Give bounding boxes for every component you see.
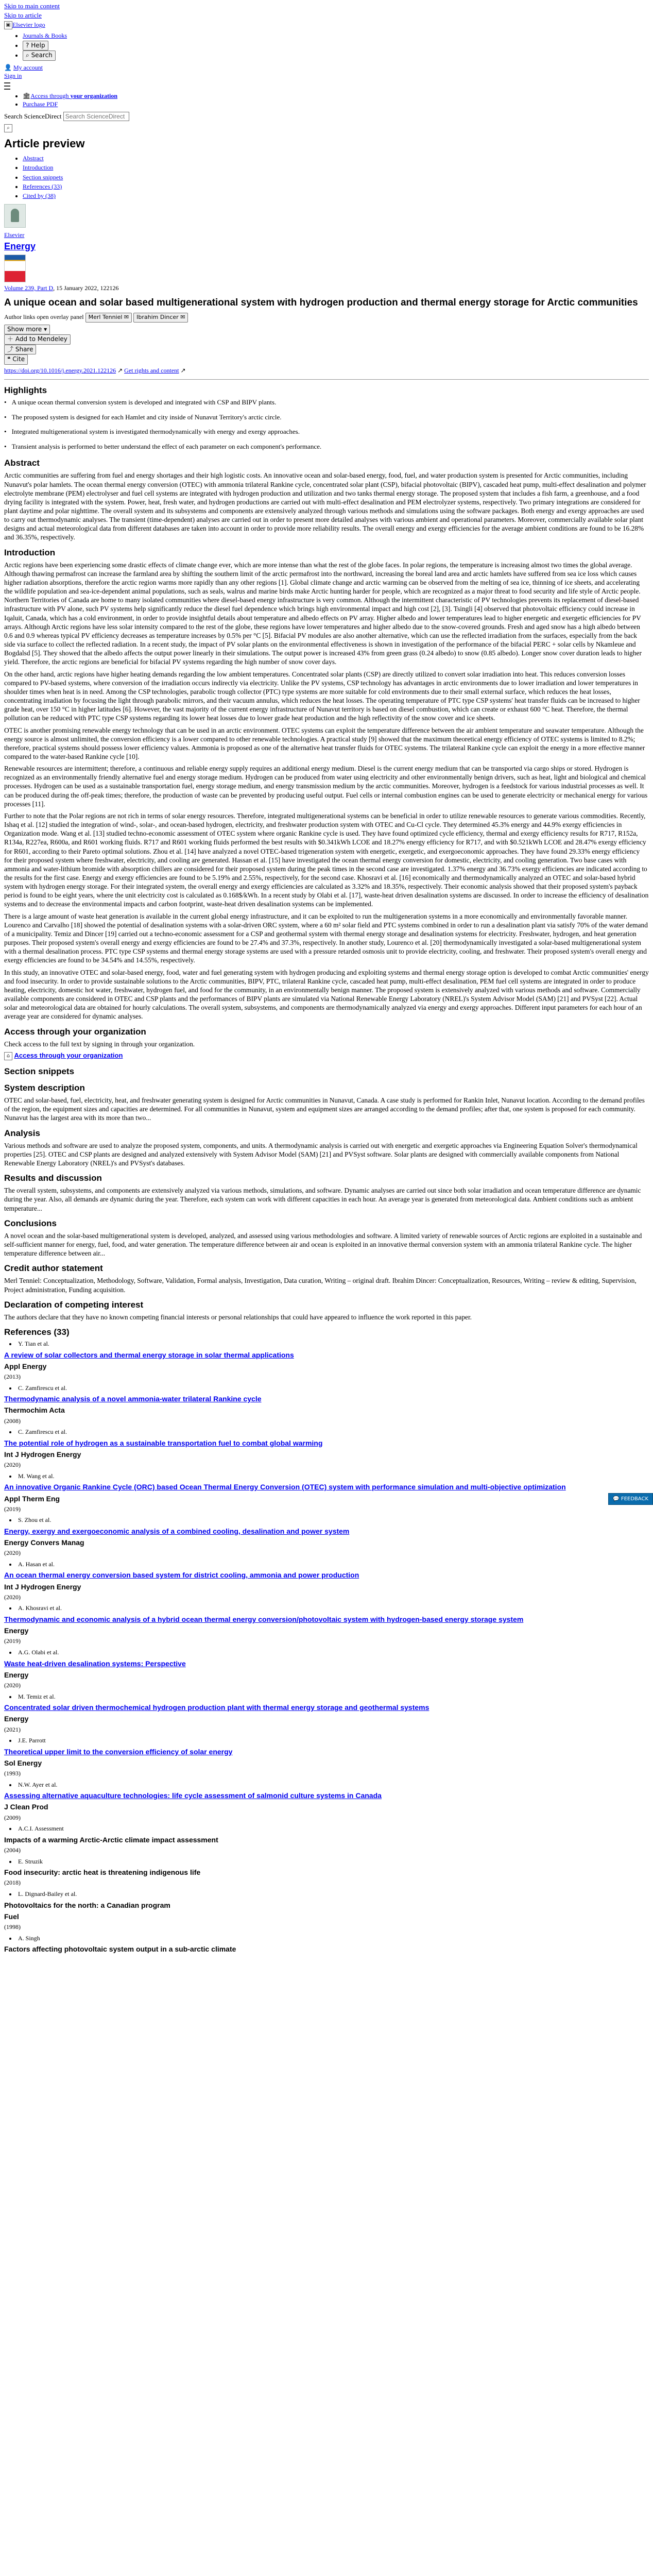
journal-title-link[interactable]: Energy (4, 241, 36, 251)
search-label: Search (31, 52, 53, 59)
feedback-button[interactable] (608, 1493, 653, 1505)
reference-journal: Int J Hydrogen Energy (4, 1450, 81, 1459)
authors-prefix: Author links open overlay panel (4, 313, 84, 321)
show-more-row (4, 325, 649, 335)
access-heading: Access through your organization (4, 1026, 146, 1037)
reference-item (4, 1693, 649, 1734)
reference-item (4, 1516, 649, 1557)
reference-item (4, 1737, 649, 1778)
reference-item (4, 1935, 649, 1954)
intro-paragraph: Arctic regions have been experiencing some drastic effects of climate change ever, which are more intense than what the rest of the globe faces. In polar regions, the temperature is increasing almost two times the global average. Although thawing permafrost can increase the farmland area by shifting the southern limit of the arctic permafrost into the northward, increasing the boreal land area and arctic hamlets have suffered from sea ice loss which causes higher radiation absorptions, therefore the arctic region warms more rapidly than any other regions [1]. Global climate change and arctic warming can be observed from the melting of sea ice, thinning of ice sheets, and accelerating the wildlife population and sea-ice-dependent animal populations, such as seals, walrus and marine birds make Arctic hunting harder for people, which are recognized as a major threat to food security and life style of Arctic people. Northern Territories of Canada are home to many isolated communities where diesel-based energy infrastructure is very common. Although the intermittent characteristic of PV technologies prevents its replacement of diesel-based infrastructure with PV alone, such PV systems help significantly reduce the diesel fuel dependence which brings high environmental impact and high cost [2], [3]. Tsingli [4] observed that photovoltaic efficiency could increase in Iqaluit, Canada, which has a cold environment, in order to provide insightful details about temperature and albedo effects on PV array. Higher albedo and lower temperatures lead to higher energetic and exergetic efficiencies for PV arrays. Although Arctic regions have less solar intensity compared to the rest of the globe, these regions have lower temperatures and higher albedo due to the snow-covered grounds. Fresh and aged snow has a high albedo between 0.6 and 0.9 whereas typical PV efficiency decreases as temperature increases by 0.5% per °C [5]. Bifacial PV modules are also another alternative, which can use the reflected irradiation from the surfaces, especially from the back side via surface to collect the reflected radiation. In a recent study, the impact of PV solar plants on the environmental effectiveness is shown in investigation of the performance of the bifacial PERC + solar cells by Nkamleue and Bogdalsd [5]. They showed that the albedo affects the output power linearly in their simulations. The output power is increased 43% from green grass (0.24 albedo) to snow (0.85 albedo). Longer snow cover duration leads to higher yield. Therefore, the arctic regions are beneficial for bifacial PV systems regarding the high number of snow cover days. (4, 561, 642, 666)
reference-title: Food insecurity: arctic heat is threatening indigenous life (4, 1868, 201, 1877)
cite-label: Cite (12, 355, 25, 363)
snippet-heading: Results and discussion (4, 1173, 102, 1183)
reference-authors: N.W. Ayer et al. (18, 1781, 58, 1788)
author-name-2: Ibrahim Dincer (136, 314, 179, 321)
reference-journal: Energy Convers Manag (4, 1538, 84, 1547)
reference-year: (2019) (4, 1505, 21, 1513)
reference-authors: M. Wang et al. (18, 1472, 55, 1480)
snippet-text: The authors declare that they have no known competing financial interests or personal relationships that could have appeared to influence the work reported in this paper. (4, 1313, 472, 1321)
search-label-text: Search ScienceDirect (4, 112, 62, 120)
external-link-icon: ↗ (180, 367, 186, 374)
publisher-link[interactable] (4, 204, 649, 240)
reference-year: (1998) (4, 1923, 21, 1930)
search-input[interactable] (63, 112, 129, 121)
reference-item (4, 1428, 649, 1469)
highlight-item: • A unique ocean thermal conversion system is developed and integrated with CSP and BIPV plants. (4, 398, 649, 407)
journals-books-link[interactable]: Journals & Books (23, 31, 67, 39)
reference-title[interactable]: The potential role of hydrogen as a sustainable transportation fuel to combat global warming (4, 1438, 323, 1447)
reference-journal: Int J Hydrogen Energy (4, 1582, 81, 1591)
institution-icon: 🏛 (23, 92, 31, 100)
account-area (4, 64, 649, 80)
reference-year: (2018) (4, 1879, 21, 1887)
reference-year: (2021) (4, 1725, 21, 1733)
feedback-label: FEEDBACK (621, 1496, 648, 1502)
highlights-heading: Highlights (4, 385, 47, 395)
journal-cover-image[interactable] (4, 255, 26, 282)
reference-title[interactable]: Thermodynamic analysis of a novel ammonia-water trilateral Rankine cycle (4, 1395, 262, 1403)
reference-year: (2013) (4, 1373, 21, 1380)
highlight-item: • The proposed system is designed for each Hamlet and city inside of Nunavut Territory's arctic circle. (4, 413, 649, 422)
reference-journal: Thermochim Acta (4, 1406, 65, 1415)
elsevier-tree-icon (4, 204, 26, 228)
outline-snippets[interactable]: Section snippets (23, 173, 63, 181)
reference-title[interactable]: Thermodynamic and economic analysis of a hybrid ocean thermal energy conversion/photovoltaic system with hydrogen-based energy storage system (4, 1615, 524, 1623)
reference-item (4, 1472, 649, 1514)
skip-main-link[interactable]: Skip to main content (4, 2, 60, 10)
add-mendeley-label: Add to Mendeley (15, 335, 67, 343)
reference-title[interactable]: Energy, exergy and exergoeconomic analysis of a combined cooling, desalination and power system (4, 1527, 350, 1535)
highlights-list (4, 398, 649, 452)
reference-authors: A. Hasan et al. (18, 1560, 55, 1568)
reference-authors: L. Dignard-Bailey et al. (18, 1890, 77, 1897)
institution-icon: ⌂ (4, 1052, 12, 1060)
reference-year: (2008) (4, 1417, 21, 1425)
reference-year: (2009) (4, 1814, 21, 1821)
reference-journal: Appl Therm Eng (4, 1494, 60, 1503)
access-list (4, 92, 649, 108)
access-org-button-label: Access through your organization (14, 1051, 123, 1059)
reference-item (4, 1858, 649, 1887)
snippets-heading: Section snippets (4, 1066, 75, 1076)
highlight-item: • Integrated multigenerational system is investigated thermodynamically with energy and exergy approaches. (4, 428, 649, 436)
reference-title: Photovoltaics for the north: a Canadian program (4, 1901, 170, 1909)
share-label: Share (15, 345, 33, 353)
reference-authors: C. Zamfirescu et al. (18, 1428, 67, 1436)
snippet-heading: Conclusions (4, 1218, 57, 1228)
reference-authors: A.C.I. Assessment (18, 1825, 64, 1833)
reference-year: (2019) (4, 1637, 21, 1645)
reference-title: Impacts of a warming Arctic-Arctic climate impact assessment (4, 1835, 218, 1844)
search-row (4, 112, 649, 121)
reference-item (4, 1384, 649, 1426)
reference-journal: Appl Energy (4, 1362, 47, 1370)
search-button[interactable] (23, 50, 56, 61)
reference-title[interactable]: A review of solar collectors and thermal energy storage in solar thermal applications (4, 1350, 294, 1359)
reference-journal: Energy (4, 1670, 29, 1679)
access-org-link[interactable] (30, 92, 117, 99)
share-icon: ⤴ (7, 345, 14, 353)
plus-icon: ＋ (7, 335, 14, 343)
search-submit-button[interactable] (4, 124, 649, 133)
reference-authors: M. Temiz et al. (18, 1692, 56, 1700)
reference-authors: A. Khosravi et al. (18, 1604, 62, 1612)
doi-row (4, 367, 649, 375)
intro-paragraph: There is a large amount of waste heat generation is available in the current global energy infrastructure, and it can be exploited to run the multigeneration systems in a more economically and environmentally favorable manner. Lourenco and Carvalho [18] showed the potential of desalination systems with a solar-driven ORC system, where a 60 m² solar field and PTC systems combined in order to run a desalination plant via satisfy 70% of the water demand of a municipality. Temiz and Dincer [19] carried out a techno-economic assessment for a CSP and geothermal system with thermal energy storage and desalination systems for electricity. Freshwater, hydrogen, and heat generation purposes. Their proposed system's overall energy and exergy efficiencies are found to be 27.4% and 37.3%, respectively. In another study, Lourenco et al. [20] thermodynamically investigated a solar-based multigenerational system with a thermal desalination process. PTC type CSP systems and thermal energy storage systems are used with a pressure retarded osmosis unit to provide electricity, cooling, and freshwater. Their proposed system's overall energy and exergy efficiencies are found to be 34.54% and 14.55%, respectively. (4, 912, 648, 964)
reference-title[interactable]: Waste heat-driven desalination systems: Perspective (4, 1659, 186, 1668)
cite-button[interactable] (4, 354, 28, 365)
doi-link[interactable]: https://doi.org/10.1016/j.energy.2021.122126 (4, 367, 116, 374)
snippet-heading: Declaration of competing interest (4, 1299, 144, 1310)
sign-in-link[interactable]: Sign in (4, 72, 22, 79)
author-icon: ✉ (180, 314, 185, 321)
references-list (4, 1340, 649, 1954)
share-button[interactable] (4, 345, 36, 355)
journal-issue (4, 284, 649, 293)
my-account-link[interactable]: My account (13, 63, 43, 71)
reference-authors: A. Singh (18, 1934, 40, 1942)
outline-introduction[interactable]: Introduction (23, 164, 54, 172)
access-text: Check access to the full text by signing in through your organization. (4, 1040, 195, 1048)
author-button-1[interactable] (85, 313, 132, 322)
snippet-heading: Analysis (4, 1128, 40, 1138)
intro-paragraph: On the other hand, arctic regions have higher heating demands regarding the low ambient temperatures. Concentrated solar plants (CSP) are directly utilized to convert solar irradiation into heat. This reduces conversion losses compared to PV-based systems, where conversion of the irradiation occurs indirectly via electricity. Unlike the PV systems, CSP technology has advantages in arctic environments due to lower irradiation and lower temperatures in shoulder times when heat is in need. Among the CSP technologies, parabolic trough collector (PTC) type systems are more suitable for cold environments due to their small external surface, which reduces the heat losses, concentrating irradiation by focusing the light through parabolic mirrors, and their vacuum annulus, which reduces the heat losses. The operating temperature of PTC type CSP systems' heat transfer fluids can be increased to higher grade heat, over 150 °C in higher latitudes [6]. However, the vast majority of the current energy infrastructure of Nunavut territory is based on diesel combustion, which can create or exhaust 600 °C heat. Therefore, the thermal pollution can be reduced with PTC type CSP systems regarding its lower heat losses due to lower grade heat production and the high reflectivity of the snow cover and ice sheets. (4, 670, 640, 722)
share-row (4, 345, 649, 355)
author-name-1: Merl Tenniel (88, 314, 123, 321)
author-icon: ✉ (124, 314, 129, 321)
reference-item (4, 1561, 649, 1602)
intro-paragraph: In this study, an innovative OTEC and solar-based energy, food, water and fuel generating system with hydrogen producing and exploiting systems and thermal energy storage option is developed to combat Arctic communities' energy and food insecurity. In order to provide sustainable solutions to the Arctic communities, BIPV, PTC, trilateral Rankine cycle, cascaded heat pump, multi-effect desalination, PEM fuel cell systems are integrated in order to produce heating, electricity, domestic hot water, freshwater, hydrogen fuel, and food for the community, in an environmentally benign manner. The proposed system is extensively analyzed with various methods and software. Commercially available components are considered in OTEC and CSP plants and the performances of BIPV plants are simulated via National Renewable Energy Laboratory (NREL)'s System Advisor Model (SAM) [21] and PVSyst [22]. Actual solar and meteorological data are obtained for hourly calculations. The overall system, subsystems, and components are thermodynamically analyzed via energy and exergy approaches. Different input parameters for each hour of an average year are considered for dynamic analyses. (4, 968, 649, 1021)
reference-authors: J.E. Parrott (18, 1737, 46, 1744)
snippet-heading: Credit author statement (4, 1263, 103, 1274)
menu-button[interactable] (4, 81, 649, 91)
reference-authors: C. Zamfirescu et al. (18, 1384, 67, 1392)
chevron-down-icon: ▾ (44, 325, 47, 333)
reference-title: Factors affecting photovoltaic system output in a sub-arctic climate (4, 1945, 236, 1954)
reference-journal: Energy (4, 1626, 29, 1635)
purchase-pdf-link[interactable]: Purchase PDF (23, 100, 58, 108)
reference-item (4, 1781, 649, 1822)
reference-year: (2020) (4, 1681, 21, 1689)
reference-title[interactable]: Theoretical upper limit to the conversion efficiency of solar energy (4, 1747, 233, 1756)
reference-item (4, 1890, 649, 1931)
reference-year: (2004) (4, 1846, 21, 1854)
references-heading: References (33) (4, 1327, 70, 1337)
reference-authors: A.G. Olabi et al. (18, 1648, 59, 1656)
help-label: Help (31, 41, 45, 49)
snippet-text: The overall system, subsystems, and components are extensively analyzed via various methods, simulations, and software. Dynamic analyses are carried out since both solar irradiation and ocean temperature difference are dynamic during the year. Also, all demands are dynamic during the year. Therefore, each system can work with different capacities in each hour. An average year is generated from meteorological data. Ambient conditions such as ambient temperature... (4, 1187, 641, 1212)
quote-icon: ❝ (7, 355, 11, 363)
hamburger-icon (4, 82, 10, 90)
reference-journal: Fuel (4, 1912, 19, 1921)
intro-paragraph: OTEC is another promising renewable energy technology that can be used in an arctic environment. OTEC systems can exploit the temperature difference between the air ambient temperature and seawater temperature. Although the energy source is almost unlimited, the conversion efficiency is a lower compared to other renewable technologies. A practical study [9] showed that the maximum theoretical energy efficiency of OTEC systems is limited to 8.2%; therefore, practical systems should possess lower efficiency values. Ammonia is proposed as one of the alternative heat transfer fluids for OTEC systems. The trilateral Rankine cycle can exploit the energy in a more effective manner compared to the water-based Rankine cycle [10]. (4, 726, 645, 760)
reference-item (4, 1340, 649, 1381)
chat-icon: 💬 (613, 1496, 620, 1502)
snippet-text: Various methods and software are used to analyze the proposed system, components, and units. A thermodynamic analysis is carried out with energetic and exergetic approaches via Engineering Equation Solver's thermodynamical properties [25]. OTEC and CSP plants are designed and analyzed extensively with System Advisor Model (SAM) [21] and PVSyst software. Solar plants are designed with commercially available components from National Renewable Energy Laboratory (NREL)'s and PVSyst's databases. (4, 1141, 638, 1167)
reference-journal: J Clean Prod (4, 1803, 48, 1811)
snippet-heading: System description (4, 1083, 85, 1093)
reference-journal: Sol Energy (4, 1758, 42, 1767)
search-submit-icon: ⌕ (4, 124, 12, 132)
outline-cited-by[interactable]: Cited by (38) (23, 192, 56, 200)
external-link-icon: ↗ (117, 367, 123, 374)
access-org-label: your organization (70, 92, 118, 100)
top-nav-list (4, 31, 649, 61)
journal-date: , 15 January 2022 (53, 284, 97, 292)
divider (4, 379, 649, 380)
reference-item (4, 1604, 649, 1646)
access-through-label: Access through (30, 92, 71, 100)
reference-title[interactable]: An innovative Organic Rankine Cycle (ORC) based Ocean Thermal Energy Conversion (OTEC) system with performance simulation and multi-objective optimization (4, 1483, 566, 1492)
skip-links (4, 2, 649, 21)
author-button-2[interactable] (133, 313, 188, 322)
reference-year: (2020) (4, 1461, 21, 1469)
intro-paragraph: Renewable resources are intermittent; therefore, a continuous and reliable energy supply requires an additional energy medium. Diesel is the current energy medium that can be transported via cargo ships or stored. Hydrogen is recognized as an environmentally friendly alternative fuel and energy storage medium. Hydrogen can be produced from water using electricity and other environmentally benign drivers, such as heat, light and biological and chemical processes. Hydrogen can be used as a sustainable transportation fuel, energy storage medium, and energy transmission medium by the arctic communities. Moreover, hydrogen is a feedstock for various industrial processes as well. It can be produced during the off-peak times; therefore, the production of waste can be prevented by producing useful output. Fuel cells or internal combustion engines can be used to generate electricity or mechanical energy for various processes [11]. (4, 765, 648, 808)
highlight-item: • Transient analysis is performed to better understand the effect of each parameter on each component's performance. (4, 443, 649, 451)
outline-list (4, 154, 649, 201)
introduction-heading: Introduction (4, 547, 56, 557)
elsevier-home-link[interactable] (4, 21, 649, 30)
outline-heading: Article preview (4, 137, 85, 150)
outline-references[interactable]: References (33) (23, 182, 62, 190)
show-more-button[interactable] (4, 325, 50, 335)
reference-title[interactable]: Concentrated solar driven thermochemical hydrogen production plant with thermal energy storage and geothermal systems (4, 1703, 429, 1712)
article-title: A unique ocean and solar based multigenerational system with hydrogen production and thermal energy storage for Arctic communities (4, 297, 638, 308)
snippet-text: Merl Tenniel: Conceptualization, Methodology, Software, Validation, Formal analysis, Investigation, Data curation, Writing – original draft. Ibrahim Dincer: Conceptualization, Resources, Writing – review & editing, Supervision, Project administration, Funding acquisition. (4, 1277, 637, 1294)
add-mendeley-button[interactable] (4, 334, 71, 345)
abstract-heading: Abstract (4, 458, 40, 468)
help-button[interactable] (23, 41, 48, 51)
cite-row (4, 354, 649, 365)
outline-abstract[interactable]: Abstract (23, 155, 44, 162)
publisher-label[interactable]: Elsevier (4, 231, 25, 239)
reference-journal: Energy (4, 1715, 29, 1723)
mendeley-row (4, 334, 649, 345)
snippet-text: A novel ocean and the solar-based multigenerational system is developed, analyzed, and assessed using various methodologies and software. A limited variety of renewable sources of Arctic regions are exploited in a sustainable and self-sufficient manner for energy, fuel, food, and water generation. The temperature difference between air and ocean is exploited in an innovative thermal conversion system with an ammonia trilateral Rankine cycle. The higher temperature difference between air... (4, 1231, 642, 1258)
intro-paragraph: Further to note that the Polar regions are not rich in terms of solar energy resources. Therefore, integrated multigenerational systems can be beneficial in order to utilize renewable resources to generate various commodities. Recently, Ishaq et al. [12] studied the integration of wind-, solar-, and ocean-based hydrogen, electricity, and freshwater production system with OTEC and Cu-Cl cycle. They determined 45.3% energy and 44.9% exergy efficiencies in Organization mode. Wang et al. [13] studied techno-economic assessment of OTEC system where organic Rankine cycle is used. They have found optimized cycle efficiency, thermal and exergy efficiency results for R717, R152a, R134a, R227ea, R600a, and R601 working fluids. R717 and R601 working fluids performed the best results with $0.341kWh LCOE and 18.27% energy efficiency for R717, and with $0.521kWh LCOE and 28.47% exergy efficiency for R601, according to their Pareto optimal solutions. Zhou et al. [14] have analyzed a novel OTEC-based trigeneration system with energetic, exergetic, and exergoeconomic approaches. They have found 29.33% energy efficiency for their proposed system where freshwater, electricity, and cooling are generated. Hassan et al. [15] have investigated the ocean thermal energy conversion for domestic, electricity, and cooling generation. Two base cases with ammonia and water-lithium bromide with absorption chillers are considered for their proposed system during the peak times in the second case are investigated. 1.37% energy and 36.73% exergy efficiencies are indicated according to the results for the first case. Energy and exergy efficiencies are found to be 5.19% and 2.55%, respectively, for the second case. Khosravi et al. [16] economically and thermodynamically analyzed an OTEC and solar-based hybrid system with hydrogen energy storage. For their integrated system, the overall energy and exergy efficiencies are calculated as 3.32% and 18.35%, respectively. Their economic analysis showed that their proposed system's payback period is found to be eight years, where the unit electricity cost is calculated as 0.168$/kWh. In a recent study by Olabi et al. [17], waste-heat driven desalination systems are discussed. In order to increase the efficiency of desalination systems and to decrease the environmental impacts and carbon footprint, waste-heat driven desalination systems can be implemented. (4, 811, 649, 908)
rights-link[interactable]: Get rights and content (124, 367, 179, 374)
reference-year: (2020) (4, 1593, 21, 1601)
reference-item (4, 1825, 649, 1854)
authors-row (4, 313, 649, 322)
user-icon: 👤 (4, 63, 12, 71)
article-number: , 122126 (97, 284, 119, 292)
elsevier-logo-icon: ▣ (4, 21, 12, 29)
search-icon: ⌕ (26, 52, 29, 59)
reference-item (4, 1649, 649, 1690)
reference-year: (2020) (4, 1549, 21, 1557)
show-more-label: Show more (7, 325, 42, 333)
reference-authors: S. Zhou et al. (18, 1516, 51, 1524)
help-icon: ? (26, 41, 29, 49)
volume-link[interactable]: Volume 239, Part D (4, 284, 54, 292)
reference-title[interactable]: Assessing alternative aquaculture technologies: life cycle assessment of salmonid culture systems in Canada (4, 1791, 382, 1800)
skip-article-link[interactable]: Skip to article (4, 11, 42, 20)
reference-authors: E. Struzik (18, 1857, 43, 1865)
elsevier-logo-link[interactable]: Elsevier logo (12, 21, 45, 29)
reference-year: (1993) (4, 1770, 21, 1777)
access-org-button[interactable] (4, 1052, 649, 1061)
abstract-text: Arctic communities are suffering from fuel and energy shortages and their high logistic costs. An innovative ocean and solar-based energy, food, fuel, and water production system is presented for Arctic communities, including Nunavut's polar hamlets. The ocean thermal energy conversion (OTEC) with ammonia trilateral Rankine cycle, concentrated solar plant (CSP), bifacial photovoltaic (BIPV), cascaded heat pump, multi-effect desalination and polymer electrolyte membrane (PEM) electrolyser and fuel cell systems are integrated with hydrogen production and utilization and two tanks thermal energy storage. The proposed system that includes a fish farm, a greenhouse, and a food drying facility is integrated with the system. Power, heat, fresh water, and hydrogen productions are carried out with multi-effect desalination and PEM electrolyzer systems, respectively. Two primary integrations are considered for plant daytime and polar nighttime. The overall system and its subsystems and components are extensively analyzed through various methods and simulations using the software packages. Both energy and exergy approaches are used to carry out thermodynamic analyses. The transient (time-dependent) analyses are carried out in order to present more detailed analyses with various ambient and operational parameters. Moreover, commercially available solar plant designs and actual meteorological data from different databases are taken into account in order to provide more reliability results. The overall energy and exergy efficiencies for the average ambient conditions are found to be 16.28% and 36.35%, respectively. (4, 471, 646, 541)
reference-title[interactable]: An ocean thermal energy conversion based system for district cooling, ammonia and power production (4, 1571, 359, 1580)
reference-authors: Y. Tian et al. (18, 1340, 49, 1348)
snippet-text: OTEC and solar-based, fuel, electricity, heat, and freshwater generating system is designed for Arctic communities in Nunavut, Canada. A case study is performed for Rankin Inlet, Nunavut location. According to the demand profiles of the region, the equipment sizes and capacities are determined. For all communities in Nunavut, system and equipment sizes are arranged according to the demand profiles; after that, one system is proposed for each community. Nunavut has the largest area with its more than two... (4, 1096, 645, 1122)
